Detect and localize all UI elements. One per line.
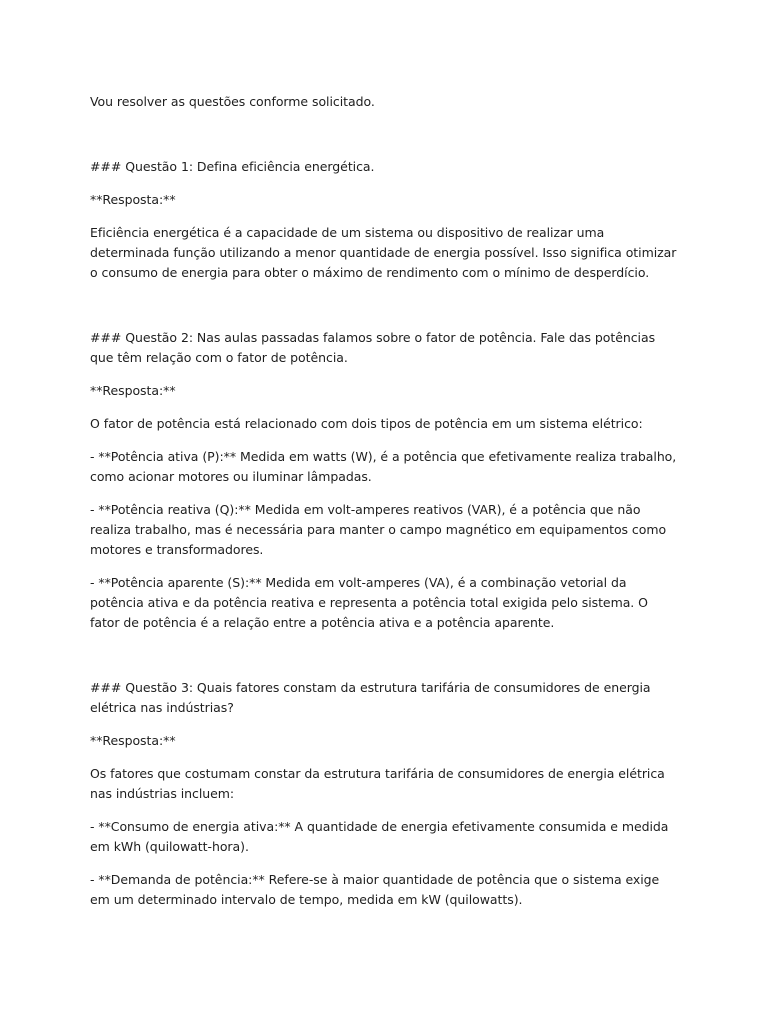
question-3-bullet-active-energy: - **Consumo de energia ativa:** A quantidade de energia efetivamente consumida e medida em kWh (quilowatt-hora). <box>90 819 669 854</box>
question-3-intro-paragraph: Os fatores que costumam constar da estrutura tarifária de consumidores de energia elétrica nas indústrias incluem: <box>90 766 665 801</box>
intro-text: Vou resolver as questões conforme solicitado. <box>90 94 375 109</box>
question-2-intro-paragraph: O fator de potência está relacionado com dois tipos de potência em um sistema elétrico: <box>90 416 643 431</box>
document-page <box>90 92 680 910</box>
question-1-answer-paragraph: Eficiência energética é a capacidade de um sistema ou dispositivo de realizar uma determinada função utilizando a menor quantidade de energia possível. Isso significa otimizar o consumo de energia para obter o máximo de rendimento com o mínimo de desperdício. <box>90 225 677 280</box>
question-2-bullet-apparent-power: - **Potência aparente (S):** Medida em volt-amperes (VA), é a combinação vetorial da potência ativa e da potência reativa e representa a potência total exigida pelo sistema. O fator de potência é a relação entre a potência ativa e a potência aparente. <box>90 575 648 630</box>
question-3-bullet-power-demand: - **Demanda de potência:** Refere-se à maior quantidade de potência que o sistema exige em um determinado intervalo de tempo, medida em kW (quilowatts). <box>90 872 660 907</box>
question-3-heading: ### Questão 3: Quais fatores constam da estrutura tarifária de consumidores de energia elétrica nas indústrias? <box>90 680 651 715</box>
question-3-answer-label: **Resposta:** <box>90 733 176 748</box>
question-1-heading: ### Questão 1: Defina eficiência energética. <box>90 159 375 174</box>
question-2-heading: ### Questão 2: Nas aulas passadas falamos sobre o fator de potência. Fale das potências que têm relação com o fator de potência. <box>90 330 656 365</box>
question-2-bullet-active-power: - **Potência ativa (P):** Medida em watts (W), é a potência que efetivamente realiza trabalho, como acionar motores ou iluminar lâmpadas. <box>90 449 677 484</box>
question-1-answer-label: **Resposta:** <box>90 192 176 207</box>
question-2-answer-label: **Resposta:** <box>90 383 176 398</box>
question-2-bullet-reactive-power: - **Potência reativa (Q):** Medida em volt-amperes reativos (VAR), é a potência que não realiza trabalho, mas é necessária para manter o campo magnético em equipamentos como motores e transformadores. <box>90 502 667 557</box>
